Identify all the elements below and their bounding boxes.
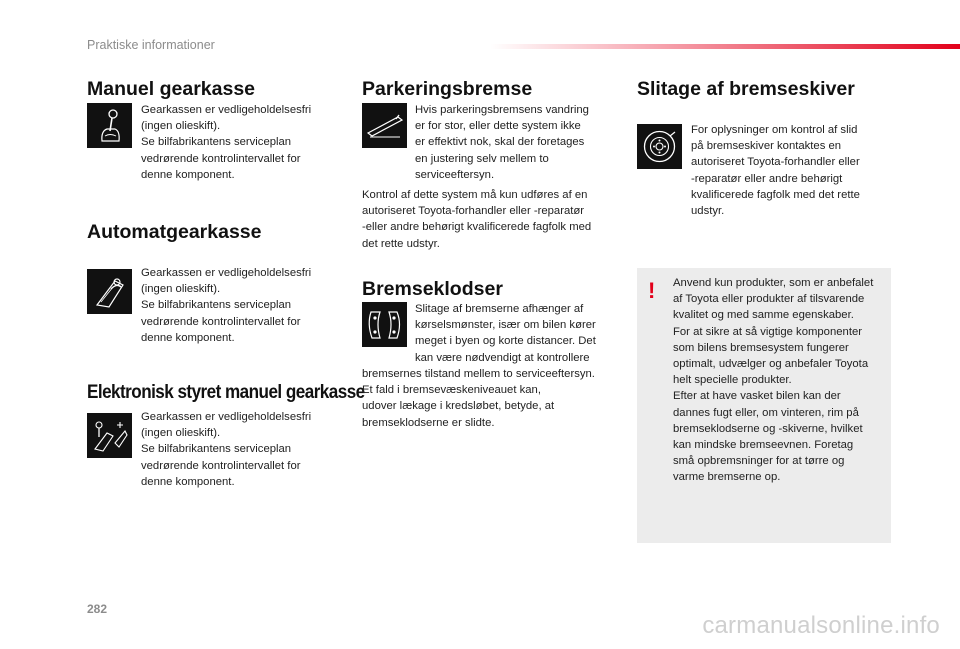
heading-brake-pads: Bremseklodser bbox=[362, 278, 503, 300]
header-accent-bar bbox=[490, 44, 960, 49]
heading-brake-discs: Slitage af bremseskiver bbox=[637, 78, 855, 100]
warning-exclamation-icon: ! bbox=[648, 278, 656, 303]
parking-brake-text: Hvis parkeringsbremsens vandring er for stor, eller dette system ikke er effektivt nok, skal der foretages en justering selv mellem to serviceeftersyn. bbox=[415, 104, 589, 181]
electronic-gearbox-text: Gearkassen er vedligeholdelsesfri (ingen olieskift). Se bilfabrikantens serviceplan vedrørende kontrolintervallet for denne komponent. bbox=[141, 411, 312, 488]
heading-parking-brake: Parkeringsbremse bbox=[362, 78, 533, 100]
brake-pads-text-body: bremsernes tilstand mellem to serviceeftersyn. Et fald i bremsevæskeniveauet kan, udover lækage i kredsløbet, betyde, at bremseklodserne er slidte. bbox=[362, 368, 595, 429]
watermark: carmanualsonline.info bbox=[702, 612, 940, 639]
automatic-gearbox-text: Gearkassen er vedligeholdelsesfri (ingen olieskift). Se bilfabrikantens serviceplan vedrørende kontrolintervallet for denne komponent. bbox=[141, 267, 312, 344]
brake-disc-icon bbox=[637, 124, 682, 169]
brake-pads-text-intro: Slitage af bremserne afhænger af kørselsmønster, især om bilen kører meget i byen og korte distancer. Det kan være nødvendigt at kontrollere bbox=[415, 303, 596, 364]
heading-electronic-gearbox: Elektronisk styret manuel gearkasse bbox=[87, 382, 365, 403]
heading-automatic-gearbox: Automatgearkasse bbox=[87, 221, 262, 243]
heading-manual-gearbox: Manuel gearkasse bbox=[87, 78, 256, 100]
parking-brake-note: Kontrol af dette system må kun udføres af en autoriseret Toyota-forhandler eller -reparatør -eller andre behørigt kvalificerede fagfolk med det rette udstyr. bbox=[362, 189, 592, 250]
warning-text: Anvend kun produkter, som er anbefalet af Toyota eller produkter af tilsvarende kvalitet og med samme egenskaber. For at sikre at så vigtige komponenter som bilens bremsesystem fungerer optimalt, udvælger og anbefaler Toyota helt specielle produkter. Efter at have vasket bilen kan der dannes fugt eller, om vinteren, rim på bremseklodserne og -skiverne, hvilket kan mindske bremseevnen. Foretag små opbremsninger for at tørre og varme bremserne op. bbox=[673, 277, 874, 484]
manual-gearbox-text: Gearkassen er vedligeholdelsesfri (ingen olieskift). Se bilfabrikantens serviceplan vedrørende kontrolintervallet for denne komponent. bbox=[141, 104, 312, 181]
page-number: 282 bbox=[87, 602, 108, 616]
electronic-gearbox-icon bbox=[87, 413, 132, 458]
parking-brake-lever-icon bbox=[362, 103, 407, 148]
automatic-gear-selector-icon bbox=[87, 269, 132, 314]
manual-gear-shifter-icon bbox=[87, 103, 132, 148]
running-header: Praktiske informationer bbox=[87, 38, 215, 52]
brake-pads-icon bbox=[362, 302, 407, 347]
brake-discs-text: For oplysninger om kontrol af slid på bremseskiver kontaktes en autoriseret Toyota-forhandler eller -reparatør eller andre behørigt kvalificerede fagfolk med det rette udstyr. bbox=[691, 124, 860, 218]
